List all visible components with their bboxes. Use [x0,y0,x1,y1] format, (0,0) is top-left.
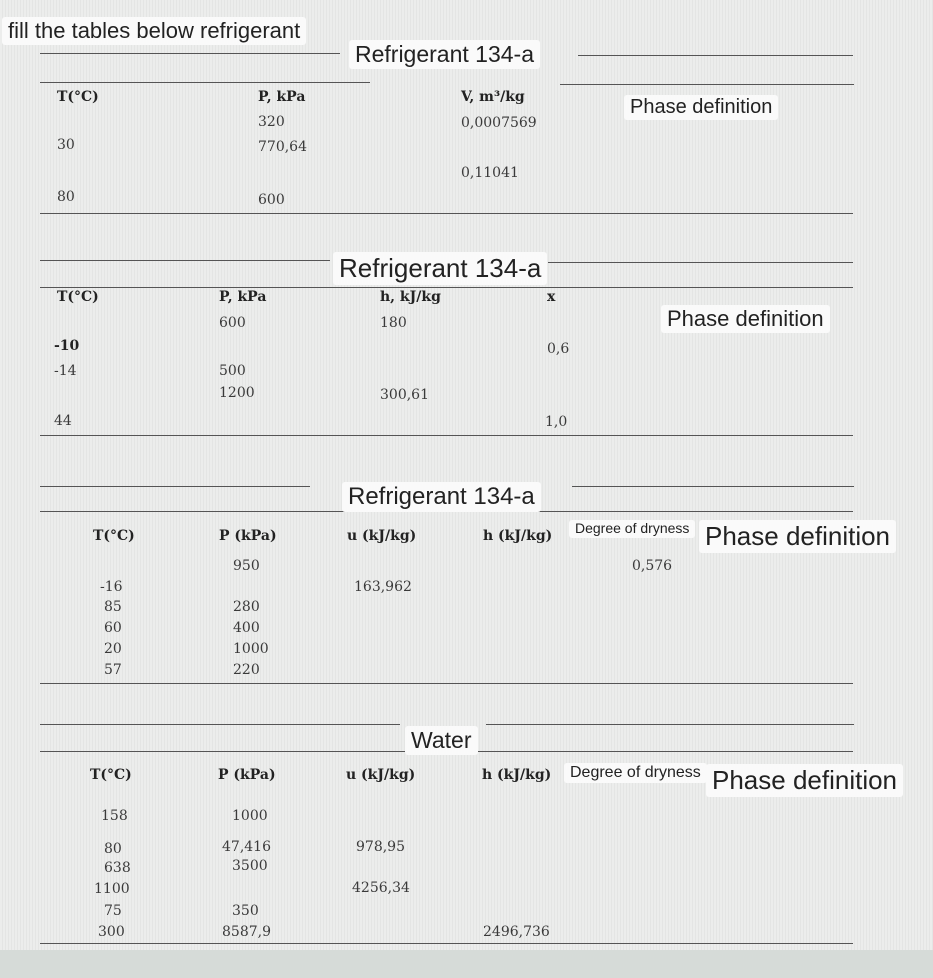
table3-cell: 220 [233,662,260,678]
table3-cell: 57 [104,662,122,678]
table1-cell: 770,64 [258,139,307,155]
table4-cell: 300 [98,924,125,940]
table2-cell: 300,61 [380,387,429,403]
bottom-strip [0,950,933,978]
table4-cell: 350 [232,903,259,919]
table3-cell: -16 [100,579,123,595]
table3-phase-label: Phase definition [699,520,896,553]
table4-header-p: P (kPa) [218,767,276,783]
table1-phase-label: Phase definition [624,95,778,120]
table2-rule [40,287,853,288]
table1-rule [40,213,853,214]
table1-rule [40,82,370,83]
table4-header-u: u (kJ/kg) [346,767,416,783]
table2-header-t: T(°C) [57,289,99,305]
table3-header-p: P (kPa) [219,528,277,544]
table2-cell: 1200 [219,385,255,401]
table1-header-v: V, m³/kg [461,89,525,105]
table3-cell: 280 [233,599,260,615]
table3-cell: 85 [104,599,122,615]
table3-title: Refrigerant 134-a [342,482,541,512]
table4-cell: 158 [101,808,128,824]
table1-cell: 80 [57,189,75,205]
table2-rule [548,262,853,263]
table3-header-t: T(°C) [93,528,135,544]
instruction-text: fill the tables below refrigerant [2,17,306,45]
table2-header-p: P, kPa [219,289,267,305]
table2-title: Refrigerant 134-a [333,252,547,285]
table4-cell: 1100 [94,881,130,897]
table1-rule [40,53,340,54]
table2-header-x: x [547,289,556,305]
table3-cell: 0,576 [632,558,673,574]
table2-cell: 0,6 [547,341,570,357]
table3-rule [572,486,854,487]
table4-header-h: h (kJ/kg) [482,767,552,783]
table3-cell: 163,962 [354,579,412,595]
table4-cell: 3500 [232,858,268,874]
table1-cell: 320 [258,114,285,130]
table4-title: Water [405,726,478,755]
table1-cell: 30 [57,137,75,153]
table4-cell: 47,416 [222,839,271,855]
table4-cell: 638 [104,860,131,876]
table2-cell: 600 [219,315,246,331]
table1-header-p: P, kPa [258,89,306,105]
table4-rule [40,943,853,944]
table2-cell: 44 [54,413,72,429]
table4-cell: 1000 [232,808,268,824]
table4-cell: 80 [104,841,122,857]
table4-cell: 4256,34 [352,880,410,896]
table2-phase-label: Phase definition [661,305,830,333]
table1-rule [578,55,853,56]
table2-rule [40,260,330,261]
table3-header-h: h (kJ/kg) [483,528,553,544]
table4-cell: 2496,736 [483,924,550,940]
table1-title: Refrigerant 134-a [349,40,540,69]
table3-rule [40,486,310,487]
table1-cell: 600 [258,192,285,208]
table2-cell: -10 [54,338,80,354]
table4-rule [486,724,854,725]
table2-cell: 180 [380,315,407,331]
table4-cell: 8587,9 [222,924,271,940]
table4-cell: 978,95 [356,839,405,855]
table2-header-h: h, kJ/kg [380,289,441,305]
table3-cell: 20 [104,641,122,657]
table4-cell: 75 [104,903,122,919]
table3-dryness-label: Degree of dryness [569,520,695,538]
table4-phase-label: Phase definition [706,764,903,797]
table3-cell: 950 [233,558,260,574]
table1-header-t: T(°C) [57,89,99,105]
table3-header-u: u (kJ/kg) [347,528,417,544]
table2-cell: 500 [219,363,246,379]
table3-cell: 400 [233,620,260,636]
table2-rule [40,435,853,436]
table1-rule [560,84,854,85]
table4-rule [40,724,400,725]
table3-rule [40,683,853,684]
table1-cell: 0,11041 [461,165,519,181]
table3-cell: 60 [104,620,122,636]
table2-cell: 1,0 [545,414,568,430]
table4-dryness-label: Degree of dryness [564,763,707,783]
table2-cell: -14 [54,363,77,379]
table1-cell: 0,0007569 [461,115,537,131]
table3-cell: 1000 [233,641,269,657]
table4-header-t: T(°C) [90,767,132,783]
